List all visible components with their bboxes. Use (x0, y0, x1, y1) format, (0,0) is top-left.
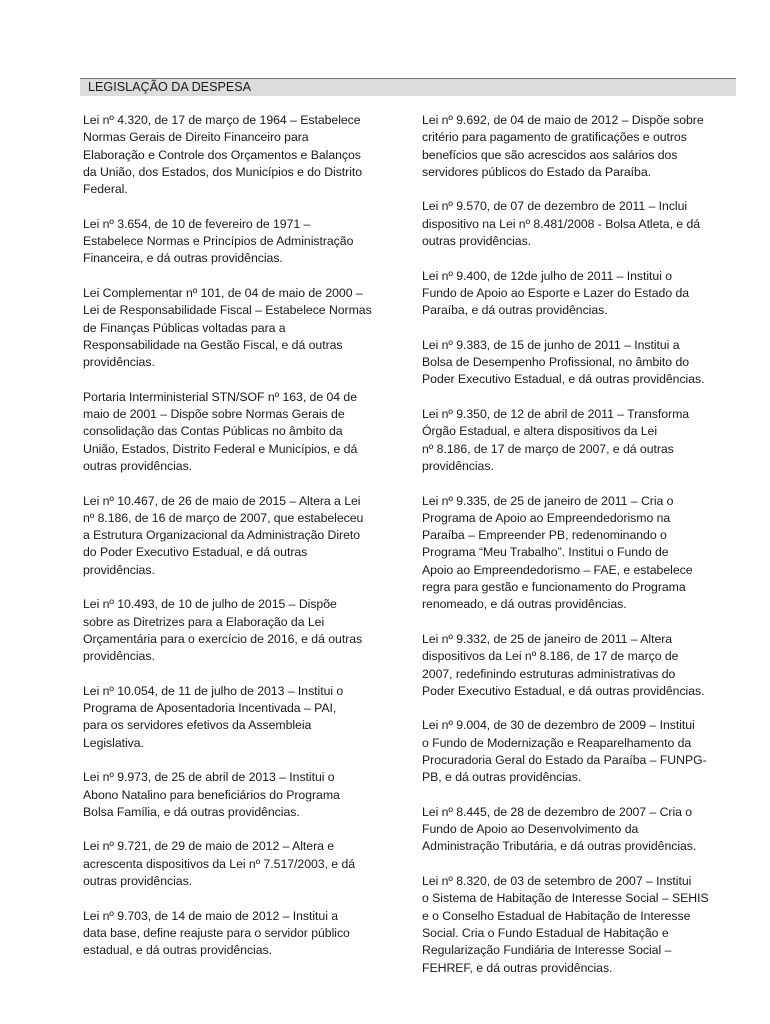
law-entry: Lei nº 9.400, de 12de julho de 2011 – Institui o Fundo de Apoio ao Esporte e Lazer do Estado da Paraíba, e dá outras providências. (422, 268, 690, 318)
law-entry: Lei nº 9.335, de 25 de janeiro de 2011 – Cria o Programa de Apoio ao Empreendedorismo na Paraíba – Empreender PB, redenominando o Programa “Meu Trabalho”. Institui o Fundo de Apoio ao Empreendedorismo – FAE, e estabelece regra para gestão e funcionamento do Programa renomeado, e dá outras providências. (422, 493, 693, 612)
law-entry: Lei nº 10.467, de 26 de maio de 2015 – Altera a Lei nº 8.186, de 16 de março de 2007, que estabeleceu a Estrutura Organizacional da Administração Direto do Poder Executivo Estadual, e dá outras providências. (83, 493, 364, 577)
law-entry: Lei nº 9.973, de 25 de abril de 2013 – Institui o Abono Natalino para beneficiários do Programa Bolsa Família, e dá outras providências. (83, 770, 340, 819)
law-entry: Portaria Interministerial STN/SOF nº 163, de 04 de maio de 2001 – Dispõe sobre Normas Gerais de consolidação das Contas Públicas no âmbito da União, Estados, Distrito Federal e Municípios, e dá outras providências. (83, 389, 358, 473)
law-entry: Lei nº 9.332, de 25 de janeiro de 2011 – Altera dispositivos da Lei nº 8.186, de 17 de março de 2007, redefinindo estruturas administrativas do Poder Executivo Estadual, e dá outras providências. (422, 631, 705, 698)
law-entry: Lei nº 9.692, de 04 de maio de 2012 – Dispõe sobre critério para pagamento de gratificações e outros benefícios que são acrescidos aos salários dos servidores públicos do Estado da Paraíba. (422, 113, 704, 179)
law-entry: Lei nº 9.383, de 15 de junho de 2011 – Institui a Bolsa de Desempenho Profissional, no âmbito do Poder Executivo Estadual, e dá outras providências. (422, 337, 705, 387)
law-entry: Lei nº 10.493, de 10 de julho de 2015 – Dispõe sobre as Diretrizes para a Elaboração da Lei Orçamentária para o exercício de 2016, e dá outras providências. (83, 597, 363, 664)
law-entry: Lei nº 9.004, de 30 de dezembro de 2009 – Institui o Fundo de Modernização e Reaparelhamento da Procuradoria Geral do Estado da Paraíba – FUNPG- PB, e dá outras providências. (422, 718, 707, 785)
section-header-bar (80, 78, 736, 96)
section-title: LEGISLAÇÃO DA DESPESA (88, 80, 252, 94)
right-column (422, 112, 740, 977)
law-entry: Lei nº 8.320, de 03 de setembro de 2007 – Institui o Sistema de Habitação de Interesse Social – SEHIS e o Conselho Estadual de Habitação de Interesse Social. Cria o Fundo Estadual de Habitação e Regularização Fundiária de Interesse Social – FEHREF, e dá outras providências. (422, 874, 709, 975)
law-entry: Lei Complementar nº 101, de 04 de maio de 2000 – Lei de Responsabilidade Fiscal – Estabelece Normas de Finanças Públicas voltadas para a Responsabilidade na Gestão Fiscal, e dá outras providências. (83, 285, 372, 370)
law-entry: Lei nº 9.703, de 14 de maio de 2012 – Institui a data base, define reajuste para o servidor público estadual, e dá outras providências. (83, 908, 350, 958)
law-entry: Lei nº 10.054, de 11 de julho de 2013 – Institui o Programa de Aposentadoria Incentivada – PAI, para os servidores efetivos da Assembleia Legislativa. (83, 683, 344, 750)
law-entry: Lei nº 3.654, de 10 de fevereiro de 1971 – Estabelece Normas e Princípios de Administração Financeira, e dá outras providências. (83, 216, 354, 266)
law-entry: Lei nº 9.350, de 12 de abril de 2011 – Transforma Órgão Estadual, e altera dispositivos da Lei nº 8.186, de 17 de março de 2007, e dá outras providências. (422, 407, 690, 473)
law-entry: Lei nº 9.570, de 07 de dezembro de 2011 – Inclui dispositivo na Lei nº 8.481/2008 - Bolsa Atleta, e dá outras providências. (422, 199, 701, 249)
left-column (83, 112, 401, 960)
law-entry: Lei nº 4.320, de 17 de março de 1964 – Estabelece Normas Gerais de Direito Financeiro para Elaboração e Controle dos Orçamentos e Balanços da União, dos Estados, dos Municípios e do Distrito Federal. (83, 113, 363, 197)
law-entry: Lei nº 8.445, de 28 de dezembro de 2007 – Cria o Fundo de Apoio ao Desenvolvimento da Administração Tributária, e dá outras providências. (422, 804, 697, 854)
law-entry: Lei nº 9.721, de 29 de maio de 2012 – Altera e acrescenta dispositivos da Lei nº 7.517/2003, e dá outras providências. (83, 839, 356, 889)
